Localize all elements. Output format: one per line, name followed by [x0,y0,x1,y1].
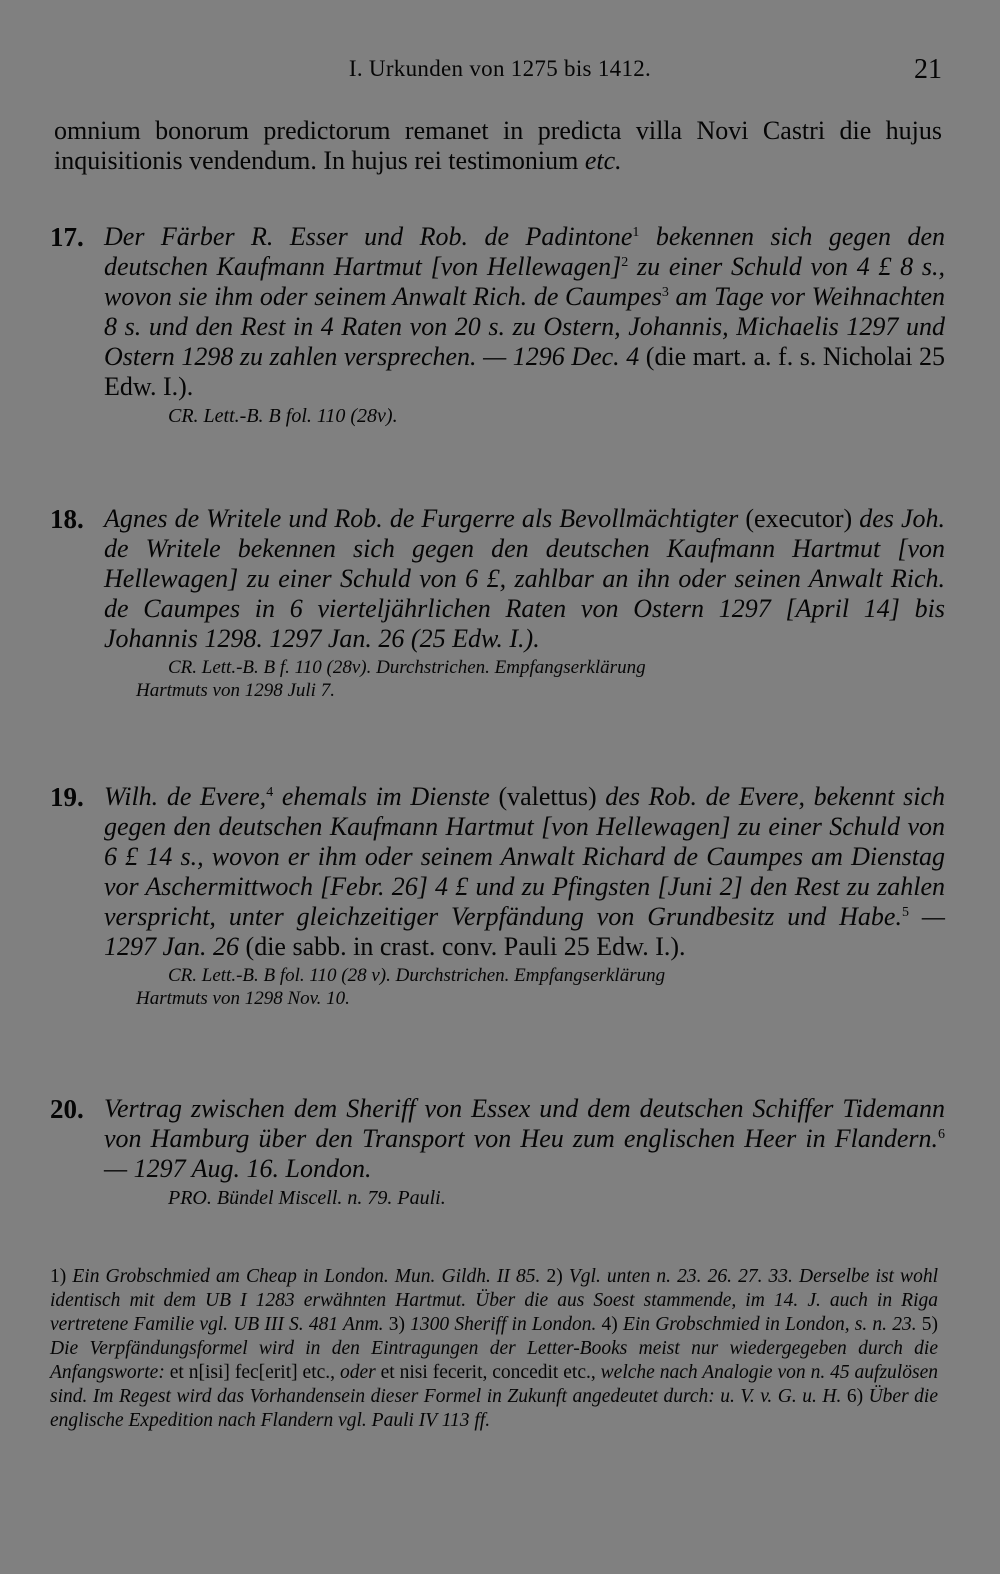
text-roman: et n[isi] fec[erit] etc., [169,1362,340,1383]
text-italic: zu einer Schuld von 4 £ 8 s., wovon sie ihm oder seinem Anwalt Rich. de Caumpes [104,252,945,311]
entry-source-text: CR. Lett.-B. B fol. 110 (28v). [168,405,398,427]
text-italic: welche nach Analogie von n. 45 aufzulösen sind. Im Regest wird das Vorhandensein dieser Formel in Zukunft angedeutet durch: u. V. v. G. u. H. [50,1362,938,1407]
entry-regest [104,1094,945,1184]
text-italic: Agnes de Writele und Rob. de Furgerre als Bevollmächtigter [104,504,746,533]
entry-number: 20. [50,1094,84,1124]
footnote-marker: 6 [938,1127,945,1142]
text-italic: am Tage vor Weihnachten 8 s. und den Rest in 4 Raten von 20 s. zu Ostern, Johannis, Michaelis 1297 und Ostern 1298 zu zahlen versprechen. — 1296 Dec. 4 [104,282,945,371]
text-italic: Vgl. unten n. 23. 26. 27. 33. Derselbe ist wohl identisch mit dem UB I 1283 erwähnten Hartmut. Über die aus Soest stammende, im 14. J. auch in Riga vertretene Familie vgl. UB III S. 481 Anm. [50,1266,938,1335]
text-italic: Ein Grobschmied in London, s. n. 23. [622,1314,922,1335]
entry-number: 17. [50,222,84,252]
text-italic: 1300 Sheriff in London. [410,1314,602,1335]
entry-number: 18. [50,504,84,534]
footnote-marker: 3 [661,285,669,300]
text-italic: Der Färber R. Esser und Rob. de Padintone [104,222,633,251]
text-roman: (valettus) [498,782,597,811]
text-roman: (die mart. a. f. s. Nicholai 25 Edw. I.). [104,342,946,401]
text-roman: 3) [388,1314,411,1335]
footnote-marker: 2 [621,255,629,270]
text-italic: — 1297 Jan. 26 [104,902,945,961]
text-italic: Ein Grobschmied am Cheap in London. Mun. Gildh. II 85. [72,1266,547,1287]
intro-etc: etc. [584,146,622,175]
text-roman: et nisi fecerit, concedit etc., [380,1362,601,1383]
entry-regest [104,504,945,654]
text-italic: — 1297 Aug. 16. London. [104,1154,372,1183]
text-roman: 6) [846,1386,869,1407]
entry-source [168,404,945,428]
text-roman: (executor) [745,504,853,533]
page-number: 21 [914,54,942,85]
footnotes [50,1265,938,1433]
entry-source [136,964,945,1010]
text-roman: (die sabb. in crast. conv. Pauli 25 Edw. I.). [245,932,686,961]
entry-19 [50,782,945,1010]
entry-source-text: CR. Lett.-B. B fol. 110 (28 v). Durchstrichen. Empfangserklärung [168,965,666,986]
text-italic: Die Verpfändungsformel wird in den Eintragungen der Letter-Books meist nur wiedergegeben durch die Anfangsworte: [50,1338,938,1383]
running-title: I. Urkunden von 1275 bis 1412. [348,56,652,81]
text-italic: bekennen sich gegen den deutschen Kaufmann Hartmut [von Hellewagen] [104,222,945,281]
intro-paragraph [54,116,942,176]
running-header [0,56,1000,90]
text-italic: oder [339,1362,381,1383]
entry-source [136,656,945,702]
entry-source-continuation: Hartmuts von 1298 Juli 7. [136,680,335,701]
footnote-marker: 1 [632,225,640,240]
text-roman: 4) [601,1314,623,1335]
entry-18 [50,504,945,702]
text-italic: des Rob. de Evere, bekennt sich gegen den deutschen Kaufmann Hartmut [von Hellewagen] zu einer Schuld von 6 £ 14 s., wovon er ihm oder seinem Anwalt Richard de Caumpes am Dienstag vor Aschermittwoch [Febr. 26] 4 £ und zu Pfingsten [Juni 2] den Rest zu zahlen verspricht, unter gleichzeitiger Verpfändung von Grundbesitz und Habe. [104,782,946,931]
text-italic: Über die englische Expedition nach Flandern vgl. Pauli IV 113 ff. [50,1386,938,1431]
entry-source-continuation: Hartmuts von 1298 Nov. 10. [136,988,350,1009]
footnote-marker: 4 [266,785,274,800]
text-italic: Vertrag zwischen dem Sheriff von Essex und dem deutschen Schiffer Tidemann von Hamburg über den Transport von Heu zum englischen Heer in Flandern. [104,1094,945,1153]
entry-number: 19. [50,782,84,812]
text-roman: 1) [50,1266,73,1287]
text-roman: 2) [546,1266,569,1287]
text-roman: 5) [921,1314,939,1335]
intro-text: omnium bonorum predictorum remanet in predicta villa Novi Castri die hujus inquisitionis vendendum. In hujus rei testimonium [54,116,942,175]
text-italic: ehemals im Dienste [273,782,499,811]
text-italic: des Joh. de Writele bekennen sich gegen den deutschen Kaufmann Hartmut [von Hellewagen] zu einer Schuld von 6 £, zahlbar an ihn oder seinen Anwalt Rich. de Caumpes in 6 vierteljährlichen Raten von Ostern 1297 [April 14] bis Johannis 1298. 1297 Jan. 26 (25 Edw. I.). [104,504,945,653]
footnote-marker: 5 [901,905,909,920]
entry-source-text: CR. Lett.-B. B f. 110 (28v). Durchstrichen. Empfangserklärung [168,657,646,678]
entry-20 [50,1094,945,1210]
entry-regest [104,222,945,402]
entry-source-text: PRO. Bündel Miscell. n. 79. Pauli. [168,1187,446,1209]
entry-regest [104,782,945,962]
entry-17 [50,222,945,428]
entry-source [168,1186,945,1210]
text-italic: Wilh. de Evere, [104,782,267,811]
